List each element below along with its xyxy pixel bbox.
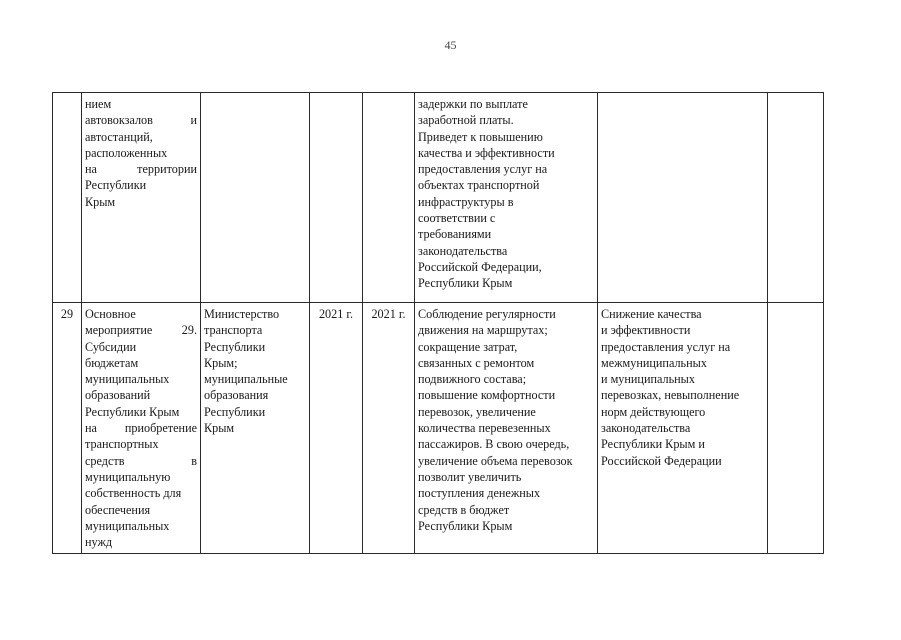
event-line: на территории <box>85 162 197 177</box>
result-line: законодательства <box>418 243 508 258</box>
result-line: увеличение объема перевозок <box>418 453 573 468</box>
executor-line: Республики <box>204 404 266 419</box>
consequences-line: перевозках, невыполнение <box>601 388 740 403</box>
consequences-line: законодательства <box>601 421 691 436</box>
consequences-cell <box>598 93 768 303</box>
consequences-line: Российской Федерации <box>601 453 722 468</box>
result-line: позволит увеличить <box>418 469 522 484</box>
executor-line: Крым; <box>204 355 238 370</box>
result-line: Республики Крым <box>418 276 513 291</box>
event-line: Крым <box>85 194 116 209</box>
start-year-cell <box>310 93 363 303</box>
measures-table <box>52 92 824 554</box>
event-line: средств в <box>85 453 197 468</box>
event-line: мероприятие 29. <box>85 323 197 338</box>
executor-line: Республики <box>204 339 266 354</box>
consequences-line: и муниципальных <box>601 372 695 387</box>
notes-cell <box>768 93 824 303</box>
event-line: транспортных <box>85 437 159 452</box>
result-line: пассажиров. В свою очередь, <box>418 437 570 452</box>
result-line: Соблюдение регулярности <box>418 307 556 321</box>
table-row <box>53 303 824 554</box>
event-cell <box>82 93 201 303</box>
result-line: сокращение затрат, <box>418 339 518 354</box>
event-line: собственность для <box>85 486 182 501</box>
executor-line: Крым <box>204 421 235 436</box>
event-line: Республики Крым <box>85 404 180 419</box>
result-line: предоставления услуг на <box>418 162 548 177</box>
table-row <box>53 93 824 303</box>
event-line: автостанций, <box>85 129 153 144</box>
page-number: 45 <box>444 38 457 52</box>
result-line: поступления денежных <box>418 486 541 501</box>
event-line: Основное <box>85 307 136 321</box>
result-line: Российской Федерации, <box>418 259 542 274</box>
executor-line: муниципальные <box>204 372 288 387</box>
consequences-line: Республики Крым и <box>601 437 705 452</box>
end-year-cell: 2021 г. <box>363 303 415 554</box>
event-line: расположенных <box>85 145 168 160</box>
event-line: образований <box>85 388 151 403</box>
result-line: средств в бюджет <box>418 502 510 517</box>
event-line: муниципальную <box>85 469 171 484</box>
event-cell <box>82 303 201 554</box>
result-line: Приведет к повышению <box>418 129 543 144</box>
result-cell <box>415 93 598 303</box>
result-line: движения на маршрутах; <box>418 323 548 338</box>
result-line: подвижного состава; <box>418 372 527 387</box>
notes-cell <box>768 303 824 554</box>
result-line: соответствии с <box>418 211 496 226</box>
result-line: качества и эффективности <box>418 145 555 160</box>
executor-line: образования <box>204 388 269 403</box>
event-line: нием <box>85 97 112 111</box>
executor-line: транспорта <box>204 323 263 338</box>
consequences-cell <box>598 303 768 554</box>
row-number-cell <box>53 93 82 303</box>
consequences-line: межмуниципальных <box>601 355 707 370</box>
executor-cell <box>201 93 310 303</box>
result-line: повышение комфортности <box>418 388 556 403</box>
result-line: задержки по выплате <box>418 97 528 111</box>
executor-line: Министерство <box>204 307 280 321</box>
row-number-cell: 29 <box>53 303 82 554</box>
event-line: Республики <box>85 178 147 193</box>
executor-cell <box>201 303 310 554</box>
event-line: муниципальных <box>85 372 170 387</box>
event-line: нужд <box>85 535 113 550</box>
consequences-line: и эффективности <box>601 323 691 338</box>
start-year-cell: 2021 г. <box>310 303 363 554</box>
event-line: Субсидии <box>85 339 137 354</box>
consequences-line: норм действующего <box>601 404 706 419</box>
result-line: инфраструктуры в <box>418 194 514 209</box>
result-line: количества перевезенных <box>418 421 551 436</box>
result-line: объектах транспортной <box>418 178 540 193</box>
event-line: бюджетам <box>85 355 139 370</box>
result-line: Республики Крым <box>418 518 513 533</box>
result-line: заработной платы. <box>418 113 514 128</box>
event-line: на приобретение <box>85 421 197 436</box>
event-line: автовокзалов и <box>85 113 197 128</box>
result-line: перевозок, увеличение <box>418 404 536 419</box>
result-cell <box>415 303 598 554</box>
result-line: связанных с ремонтом <box>418 355 535 370</box>
result-line: требованиями <box>418 227 492 242</box>
event-line: обеспечения <box>85 502 151 517</box>
end-year-cell <box>363 93 415 303</box>
consequences-line: предоставления услуг на <box>601 339 731 354</box>
consequences-line: Снижение качества <box>601 307 702 321</box>
event-line: муниципальных <box>85 518 170 533</box>
